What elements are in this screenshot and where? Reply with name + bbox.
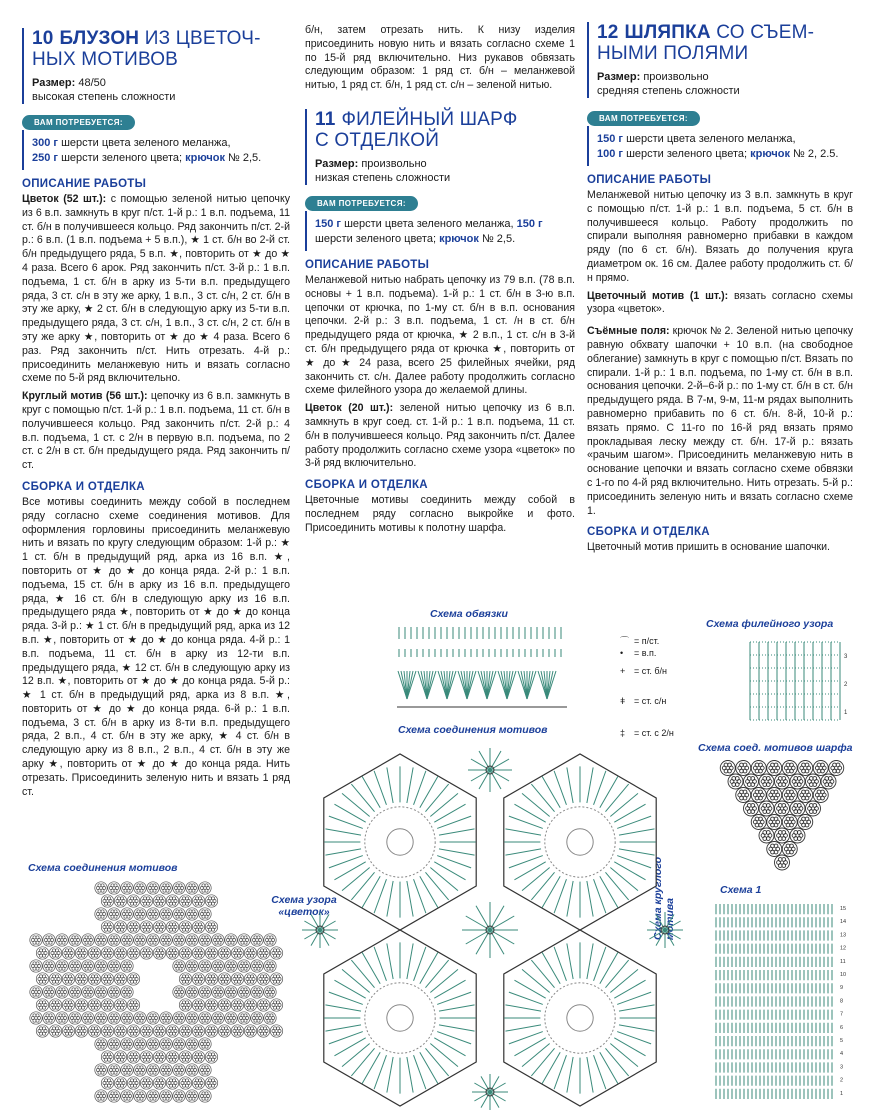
hexagon-stitch bbox=[439, 849, 475, 855]
scheme1-row-number: 13 bbox=[840, 932, 847, 939]
hexagon-stitch bbox=[522, 867, 550, 890]
scarf-difficulty: низкая степень сложности bbox=[315, 171, 451, 184]
hexagon-stitch bbox=[407, 767, 413, 803]
hexagon-stitch bbox=[351, 784, 374, 812]
scarf-meta bbox=[315, 157, 575, 185]
hexagon-stitch bbox=[505, 829, 541, 835]
blouse-need1-amount: 300 г bbox=[32, 137, 58, 149]
blouse-difficulty: высокая степень сложности bbox=[32, 91, 176, 103]
blouse-round-text: цепочку из 6 в.п. замкнуть в круг с помощью п/ст. 1-й р.: 1 в.п. подъема, 11 ст. б/н в получившееся кольцо. Ряд закончить п/ст. 2-й р.: 4 в.п. подъема, 1 ст. с 2/н в первую в.п. подъема, по 2 ст. с 2/н в ст. б/н предыдущего ряда. Ряд закончить п/ст. bbox=[22, 390, 290, 472]
hexagon-stitch bbox=[351, 1048, 374, 1076]
legend-chain: • = в.п. bbox=[620, 648, 657, 658]
hexagon-stitch bbox=[439, 1025, 475, 1031]
hexagon-stitch bbox=[505, 849, 541, 855]
legend-double-crochet: ǂ = ст. с/н bbox=[620, 696, 667, 706]
hexagon-inner-ring bbox=[545, 983, 615, 1053]
blouse-title-rest: ИЗ ЦВЕТОЧ- bbox=[144, 28, 261, 49]
hat-brim-paragraph bbox=[587, 325, 853, 518]
hexagon-stitch bbox=[522, 969, 550, 992]
scarf-materials bbox=[305, 211, 575, 251]
scarf-assembly-text: Цветочные мотивы соединить между собой в последнем ряду согласно выкройке и фото. Присоединить мотивы к полотну шарфа. bbox=[305, 494, 575, 534]
edging-diagram bbox=[395, 625, 570, 715]
scarf-flower-paragraph bbox=[305, 402, 575, 471]
scarf-work-text: Меланжевой нитью набрать цепочку из 79 в.п. (78 в.п. основы + 1 в.п. подъема). 1-й р.: 1 ст. б/н в 3-ю в.п. цепочки от крючка, по 1-му ст. б/н в в.п. основания цепочки. 2-й р.: 3 в.п. подъема, 1 ст. /н в ст. б/н предыдущего ряда от крючка, ★ 2 в.п., 1 ст. с/н в 3-й ст. б/н предыдущего ряда от крючка ★, повторить от ★ до ★ 24 раза, всего 25 филейных ячейки, ряд закончить ст. с/н. Далее работу продолжить согласно схеме филейного узора до желаемой длины. bbox=[305, 273, 575, 397]
hexagon-stitch bbox=[619, 1025, 655, 1031]
hexagon-center-ring bbox=[387, 1005, 413, 1031]
edging-figure-caption: Схема обвязки bbox=[430, 608, 508, 620]
hexagon-center-ring bbox=[387, 829, 413, 855]
hexagon-stitch bbox=[605, 872, 628, 900]
blouse-round-label: Круглый мотив (56 шт.): bbox=[22, 390, 148, 403]
scarf-number: 11 bbox=[315, 108, 336, 130]
scheme1-figure-caption: Схема 1 bbox=[720, 884, 762, 896]
hexagon-stitch bbox=[387, 767, 393, 803]
hexagon-center-ring bbox=[567, 829, 593, 855]
scheme1-row-number: 2 bbox=[840, 1077, 844, 1084]
blouse-number: 10 bbox=[32, 28, 54, 49]
hexagon-stitch bbox=[567, 943, 573, 979]
hat-motif-label: Цветочный мотив (1 шт.): bbox=[587, 289, 729, 302]
hexagon-stitch bbox=[439, 1005, 475, 1011]
scheme1-row-number: 4 bbox=[840, 1051, 844, 1058]
blouse-need2-amount: 250 г bbox=[32, 152, 58, 164]
blouse-work-heading: ОПИСАНИЕ РАБОТЫ bbox=[22, 178, 147, 190]
hexagon-center-ring bbox=[567, 1005, 593, 1031]
hexagon-stitch bbox=[325, 849, 361, 855]
scheme1-row-number: 12 bbox=[840, 945, 847, 952]
scarf-title-block bbox=[305, 109, 575, 185]
scarf-title-bold: ФИЛЕЙНЫЙ ШАРФ bbox=[341, 108, 518, 130]
hexagon-stitch bbox=[325, 1025, 361, 1031]
scheme1-row-number: 6 bbox=[840, 1024, 844, 1031]
hexagon-stitch bbox=[425, 784, 448, 812]
hexagon-stitch bbox=[610, 793, 638, 816]
hat-need-tag: ВАМ ПОТРЕБУЕТСЯ: bbox=[587, 111, 700, 126]
scarf-need2-text: шерсти зеленого цвета; bbox=[315, 232, 437, 245]
round-motif-caption-2: мотива bbox=[664, 898, 676, 940]
hexagon-stitch bbox=[587, 1057, 593, 1093]
flower-scheme-caption-2: «цветок» bbox=[278, 906, 330, 918]
blouse-flower-label: Цветок (52 шт.): bbox=[22, 193, 107, 205]
filet-diagram bbox=[748, 636, 856, 728]
blouse-motif-joining-diagram bbox=[28, 880, 290, 1112]
scheme1-row-number: 14 bbox=[840, 919, 847, 926]
scheme1-row-number: 8 bbox=[840, 998, 844, 1005]
hat-motif-paragraph bbox=[587, 290, 853, 318]
hat-brim-text: крючок № 2. Зеленой нитью цепочку равную обхвату шапочки + 10 в.п. (на свободное облегание) замкнуть в круг с помощью п/ст. Вязать по спирали. 1-й р.: 1 в.п. подъема, по 1-му ст. б/н в в.п. основания цепочки. 2-й–6-й р.: по 1-му ст. б/н в ст. б/н предыдущего ряда. В 7-м, 9-м, 11-м рядах выполнить равномерно прибавить по 6 ст. б/н. 8-й, 10-й р.: вязать прямо. С 11-го по 16-й ряд вязать прямо прокладывая леску между ст. б/н. 17-й р.: вязать «рачьим шагом». Присоединить меланжевую нить в основание цепочки и вязать согласно схеме обвязки с 1-го по 4-й ряд включительно. Нить отрезать. 5-й р.: присоединить зеленую нить и вязать согласно схеме 1. bbox=[587, 325, 854, 517]
blouse-title bbox=[32, 28, 290, 70]
hexagon-stitch bbox=[407, 881, 413, 917]
hexagon-stitch bbox=[430, 969, 458, 992]
symbol-legend bbox=[620, 636, 700, 750]
scarf-flower-text: зеленой нитью цепочку из 6 в.п. замкнуть в круг соед. ст. 1-й р.: 1 в.п. подъема, 11 ст. б/н в получившееся кольцо. Ряд закончить п/ст. Далее работу продолжить согласно схеме узора «цветок» по 3-й ряд включительно. bbox=[305, 402, 575, 470]
hat-title-block bbox=[587, 22, 853, 98]
scheme1-row-number: 1 bbox=[840, 1090, 844, 1097]
round-motif-caption-1: Схема круглого bbox=[652, 857, 664, 940]
blouse-assembly-text: Все мотивы соединить между собой в последнем ряду согласно схеме соединения мотивов. Для оформления горловины присоединить меланжевую нить и вязать по кругу следующим образом: 1-й р.: ★ 1 ст. б/н в предыдущий ряд, арка из 16 в.п. ★, повторить от ★ до ★ до конца ряда. 2-й р.: 1 в.п. подъема, 15 ст. б/н в арку из 16 в.п. предыдущего ряда, ★ 16 ст. б/н в следующую арку из 16 в.п. предыдущего ряда ★, повторить от ★ до ★ до конца ряда. 3-й р.: ★ 1 ст. б/н в предыдущий ряд, арка из 12 в.п. ★, повторить от ★ до ★ до конца ряда. 4-й р.: 1 в.п. подъема, 11 ст. б/н в арку из 12-ти в.п. предыдущего ряда, ★ 12 ст. б/н в следующую арку из 12 в.п. ★, повторить от ★ до ★ до конца ряда. 5-й р.: ★ 1 ст. б/н в предыдущий ряд, арка из 8 в.п. ★, повторить от ★ до ★ до конца ряда. 6-й р.: 1 в.п. подъема, 3 ст. б/н в арку из 8-ти в.п. предыдущего ряда, 2 в.п., 4 ст. б/н в эту же арку, ★ 4 ст. б/н в следующую арку из 8 в.п., 2 в.п., 4 ст. б/н в эту же арку ★, повторить от ★ до ★ до конца ряда. Нить отрезать. Присоединить зеленую нить и вязать 1 ряд ст. bbox=[22, 495, 290, 798]
hexagon-stitch bbox=[531, 784, 554, 812]
blouse-title-line2: НЫХ МОТИВОВ bbox=[32, 49, 179, 70]
hexagon-stitch bbox=[531, 960, 554, 988]
scarf-need1-amount: 150 г bbox=[315, 217, 341, 230]
hexagon-stitch bbox=[567, 1057, 573, 1093]
scarf-hook-number: № 2,5. bbox=[481, 232, 516, 245]
hat-size-value: произвольно bbox=[643, 71, 709, 83]
hat-work-text: Меланжевой нитью цепочку из 3 в.п. замкнуть в круг с помощью п/ст. 1-й р.: 1 в.п. подъема, 5 ст. б/н в получившееся кольцо. Работу продолжить по спирали выполняя равномерно прибавки в каждом ряду (по 6 ст. б/н). Вязать до получения круга диаметром ок. 16 см. Далее работу продолжить ст. б/н прямо. bbox=[587, 189, 853, 284]
hexagon-stitch bbox=[325, 1005, 361, 1011]
scarf-work-heading: ОПИСАНИЕ РАБОТЫ bbox=[305, 258, 430, 271]
blouse-materials bbox=[22, 130, 290, 170]
hexagon-stitch bbox=[430, 867, 458, 890]
join-figure-caption: Схема соединения мотивов bbox=[398, 724, 548, 736]
hat-need1-amount: 150 г bbox=[597, 133, 623, 145]
hexagon-inner-ring bbox=[545, 807, 615, 877]
hat-need2-amount: 100 г bbox=[597, 148, 623, 160]
hexagon-stitch bbox=[505, 1025, 541, 1031]
hat-difficulty: средняя степень сложности bbox=[597, 85, 740, 97]
hexagon-stitch bbox=[407, 943, 413, 979]
hexagon-stitch bbox=[605, 1048, 628, 1076]
scarf-need-tag: ВАМ ПОТРЕБУЕТСЯ: bbox=[305, 196, 418, 211]
hat-meta bbox=[597, 70, 853, 98]
filet-row-2: 2 bbox=[844, 682, 848, 688]
blouse-round-paragraph bbox=[22, 390, 290, 473]
hexagon-motifs-diagram bbox=[300, 742, 690, 1112]
column-hat bbox=[587, 0, 853, 559]
filet-row-3: 3 bbox=[844, 654, 848, 660]
blouse-need-tag: ВАМ ПОТРЕБУЕТСЯ: bbox=[22, 115, 135, 130]
hexagon-stitch bbox=[505, 1005, 541, 1011]
blouse-hook-number: № 2,5. bbox=[228, 152, 262, 164]
legend-treble-crochet: ‡ = ст. с 2/н bbox=[620, 728, 674, 738]
hexagon-stitch bbox=[610, 867, 638, 890]
hexagon-stitch bbox=[387, 1057, 393, 1093]
scheme1-diagram bbox=[712, 900, 860, 1112]
hexagon-stitch bbox=[587, 881, 593, 917]
scheme1-row-number: 15 bbox=[840, 906, 847, 912]
scheme1-row-number: 5 bbox=[840, 1038, 844, 1044]
scarf-title bbox=[315, 109, 575, 151]
hexagon-inner-ring bbox=[365, 983, 435, 1053]
hexagon-stitch bbox=[439, 829, 475, 835]
blouse-assembly-heading: СБОРКА И ОТДЕЛКА bbox=[22, 480, 145, 493]
hexagon-inner-ring bbox=[365, 807, 435, 877]
scheme1-row-number: 9 bbox=[840, 985, 844, 992]
hexagon-stitch bbox=[342, 793, 370, 816]
scarf-triangle-diagram bbox=[702, 758, 862, 876]
hexagon-stitch bbox=[605, 784, 628, 812]
hat-assembly-heading: СБОРКА И ОТДЕЛКА bbox=[587, 526, 710, 539]
scheme1-row-number: 7 bbox=[840, 1011, 844, 1018]
hexagon-stitch bbox=[619, 849, 655, 855]
column-blouse bbox=[22, 0, 290, 803]
scarf-size-label: Размер: bbox=[315, 157, 359, 170]
hat-title-line2: НЫМИ ПОЛЯМИ bbox=[597, 43, 749, 64]
hat-title bbox=[597, 22, 853, 64]
legend-slip-stitch: ⌒ = п/ст. bbox=[620, 636, 660, 646]
blouse-title-bold: БЛУЗОН bbox=[59, 28, 140, 49]
scarf-assembly-heading: СБОРКА И ОТДЕЛКА bbox=[305, 479, 428, 492]
blouse-continued-text: б/н, затем отрезать нить. К низу изделия присоединить новую нить и вязать согласно схеме 1 по 15-й ряд включительно. Низ рукавов обвязать следующим образом: 1 ряд ст. б/н – меланжевой нитью, 1 ряд ст. б/н, 1 ряд ст. с/н – зеленой нитью. bbox=[305, 24, 575, 92]
hat-need1-text: шерсти цвета зеленого меланжа, bbox=[626, 133, 796, 145]
hexagon-stitch bbox=[425, 1048, 448, 1076]
hat-assembly-text: Цветочный мотив пришить в основание шапочки. bbox=[587, 541, 830, 554]
scheme1-row-number: 11 bbox=[840, 958, 846, 965]
scheme1-row-number: 10 bbox=[840, 972, 847, 978]
blouse-need1-text: шерсти цвета зеленого меланжа, bbox=[61, 137, 231, 149]
hexagon-stitch bbox=[387, 943, 393, 979]
filet-figure-caption: Схема филейного узора bbox=[706, 618, 834, 630]
blouse-title-block bbox=[22, 28, 290, 104]
hexagon-stitch bbox=[522, 1043, 550, 1066]
hexagon-stitch bbox=[407, 1057, 413, 1093]
scarf-need2-amount: 150 г bbox=[516, 217, 543, 230]
hexagon-stitch bbox=[610, 1043, 638, 1066]
hexagon-stitch bbox=[425, 872, 448, 900]
hat-work-heading: ОПИСАНИЕ РАБОТЫ bbox=[587, 174, 712, 186]
scarf-flower-label: Цветок (20 шт.): bbox=[305, 402, 394, 415]
column-scarf bbox=[305, 0, 575, 540]
legend-single-crochet: + = ст. б/н bbox=[620, 666, 668, 676]
hexagon-stitch bbox=[430, 1043, 458, 1066]
hat-size-label: Размер: bbox=[597, 71, 641, 83]
hat-hook-label: крючок bbox=[750, 148, 790, 160]
hexagon-stitch bbox=[619, 829, 655, 835]
hexagon-stitch bbox=[531, 1048, 554, 1076]
blouse-meta bbox=[32, 76, 290, 104]
hexagon-stitch bbox=[619, 1005, 655, 1011]
hat-materials bbox=[587, 126, 853, 166]
hat-title-rest: СО СЪЕМ- bbox=[716, 22, 815, 43]
blouse-hook-label: крючок bbox=[185, 152, 225, 164]
hat-title-bold: ШЛЯПКА bbox=[624, 22, 711, 43]
blouse-need2-text: шерсти зеленого цвета; bbox=[61, 152, 183, 164]
hat-brim-label: Съёмные поля: bbox=[587, 325, 670, 338]
hexagon-stitch bbox=[351, 872, 374, 900]
scheme1-row-number: 3 bbox=[840, 1064, 844, 1071]
scarf-title-line2: С ОТДЕЛКОЙ bbox=[315, 129, 440, 151]
hexagon-stitch bbox=[387, 881, 393, 917]
blouse-flower-paragraph bbox=[22, 193, 290, 386]
blouse-figure-caption: Схема соединения мотивов bbox=[28, 862, 178, 874]
hexagon-stitch bbox=[342, 867, 370, 890]
hat-need2-text: шерсти зеленого цвета; bbox=[626, 148, 748, 160]
hexagon-stitch bbox=[522, 793, 550, 816]
hexagon-stitch bbox=[531, 872, 554, 900]
hexagon-stitch bbox=[605, 960, 628, 988]
filet-row-1: 1 bbox=[844, 710, 848, 716]
hexagon-stitch bbox=[342, 969, 370, 992]
scarf-hook-label: крючок bbox=[439, 232, 479, 245]
hexagon-stitch bbox=[430, 793, 458, 816]
hexagon-stitch bbox=[425, 960, 448, 988]
blouse-size-label: Размер: bbox=[32, 77, 76, 89]
scarf-need1-text: шерсти цвета зеленого меланжа, bbox=[344, 217, 514, 230]
hexagon-stitch bbox=[587, 943, 593, 979]
hexagon-stitch bbox=[325, 829, 361, 835]
hat-motif-text: вязать согласно схемы узора «цветок». bbox=[587, 289, 853, 316]
scarf-size-value: произвольно bbox=[361, 157, 427, 170]
hat-hook-number: № 2, 2.5. bbox=[793, 148, 839, 160]
scarf-join-figure-caption: Схема соед. мотивов шарфа bbox=[698, 742, 853, 754]
hexagon-stitch bbox=[610, 969, 638, 992]
hexagon-stitch bbox=[587, 767, 593, 803]
hexagon-stitch bbox=[342, 1043, 370, 1066]
hexagon-stitch bbox=[351, 960, 374, 988]
hexagon-stitch bbox=[567, 881, 573, 917]
hexagon-stitch bbox=[567, 767, 573, 803]
blouse-size-value: 48/50 bbox=[78, 77, 106, 89]
blouse-flower-text: с помощью зеленой нитью цепочку из 6 в.п. замкнуть в круг п/ст. 1-й р.: 1 в.п. подъема, 11 ст. б/н в получившееся кольцо. Ряд закончить п/ст. 2-й р.: 6 в.п. (1 в.п. подъема + 5 в.п.), ★ 1 ст. б/н во 2-й ст. б/н предыдущего ряда, 5 в.п. ★, повторить от ★ до ★ 4 раза. Всего 6 арок. Ряд закончить п/ст. 3-й р.: 1 в.п. подъема, 1 ст. б/н в арку из 5-ти в.п. предыдущего ряда, 3 ст. с/н в эту же арку, 1 в.п., 3 ст. с/н, 2 ст. б/н в эту же арку, ★ 2 ст. б/н в следующую арку из 5-ти в.п. предыдущего ряда, 3 ст. с/н, 1 в.п., 3 ст. с/н, 2 ст. б/н в эту же арку ★, повторить от ★ до ★ 4 раза. Всего 6 раз. Ряд закончить п/ст. Нить отрезать. 4-й р.: присоединить меланжевую нить и вязать согласно схеме по 5-й ряд включительно. bbox=[22, 193, 290, 385]
hat-number: 12 bbox=[597, 22, 619, 43]
flower-scheme-caption-1: Схема узора bbox=[271, 894, 337, 906]
